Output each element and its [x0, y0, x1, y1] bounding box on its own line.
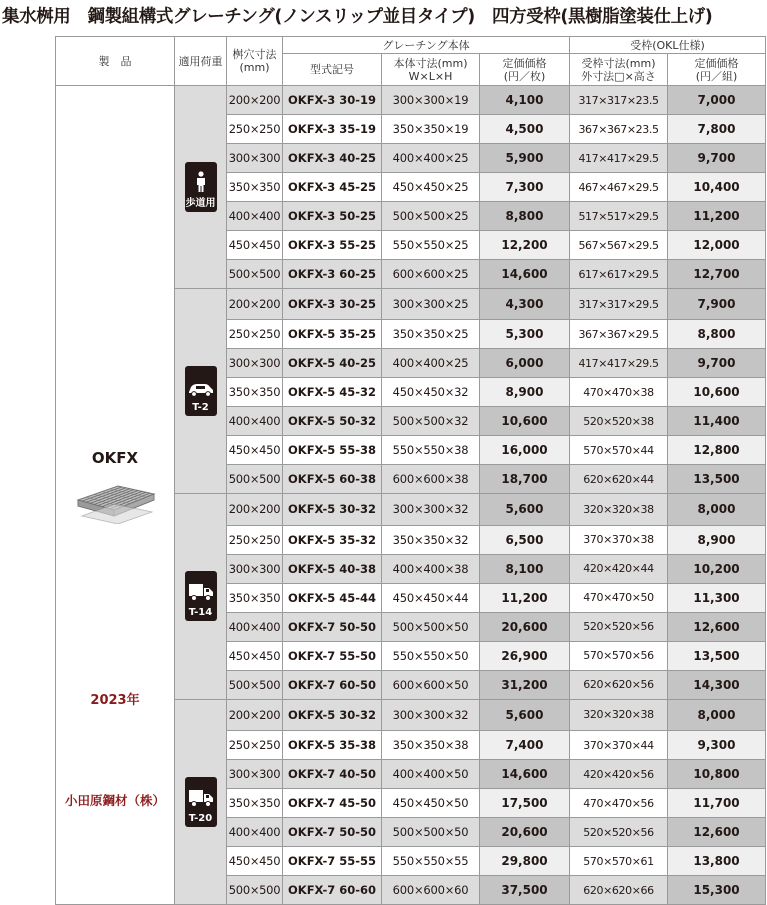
price-cell: 12,200: [480, 231, 570, 260]
load-badge: [185, 162, 217, 212]
opening-size-cell: 400×400: [227, 818, 283, 847]
body-dim-cell: 400×400×25: [382, 144, 480, 173]
table-body: [56, 86, 766, 905]
frame-dim-cell: 320×320×38: [570, 494, 668, 525]
frame-dim-cell: 420×420×44: [570, 554, 668, 583]
model-cell: OKFX-3 40-25: [283, 144, 382, 173]
model-cell: OKFX-5 35-38: [283, 731, 382, 760]
model-cell: OKFX-5 60-38: [283, 465, 382, 494]
body-dim-cell: 400×400×25: [382, 349, 480, 378]
price-cell: 7,400: [480, 731, 570, 760]
price-cell: 5,600: [480, 699, 570, 730]
model-cell: OKFX-5 45-44: [283, 583, 382, 612]
opening-size-cell: 200×200: [227, 494, 283, 525]
opening-size-cell: 250×250: [227, 731, 283, 760]
frame-dim-cell: 320×320×38: [570, 699, 668, 730]
truck-icon: [188, 582, 214, 607]
frame-price-cell: 13,800: [668, 847, 766, 876]
frame-dim-cell: 570×570×61: [570, 847, 668, 876]
body-dim-cell: 600×600×25: [382, 260, 480, 289]
price-cell: 16,000: [480, 436, 570, 465]
header-frame-group: 受枠(OKL仕様): [570, 37, 766, 54]
opening-size-cell: 300×300: [227, 760, 283, 789]
frame-dim-cell: 470×470×38: [570, 378, 668, 407]
price-cell: 5,900: [480, 144, 570, 173]
frame-price-cell: 9,300: [668, 731, 766, 760]
model-cell: OKFX-7 55-50: [283, 641, 382, 670]
opening-size-cell: 350×350: [227, 378, 283, 407]
frame-dim-cell: 367×367×29.5: [570, 320, 668, 349]
opening-size-cell: 400×400: [227, 612, 283, 641]
frame-dim-cell: 420×420×56: [570, 760, 668, 789]
load-label: 歩道用: [185, 198, 216, 209]
body-dim-cell: 450×450×32: [382, 378, 480, 407]
body-dim-cell: 550×550×50: [382, 641, 480, 670]
opening-size-cell: 450×450: [227, 641, 283, 670]
product-name: OKFX: [91, 449, 139, 467]
price-cell: 4,500: [480, 115, 570, 144]
opening-size-cell: 300×300: [227, 554, 283, 583]
frame-price-cell: 9,700: [668, 144, 766, 173]
price-cell: 20,600: [480, 818, 570, 847]
opening-size-cell: 250×250: [227, 115, 283, 144]
opening-size-cell: 450×450: [227, 231, 283, 260]
model-cell: OKFX-7 50-50: [283, 612, 382, 641]
price-cell: 29,800: [480, 847, 570, 876]
frame-dim-cell: 517×517×29.5: [570, 202, 668, 231]
frame-price-cell: 9,700: [668, 349, 766, 378]
opening-size-cell: 500×500: [227, 465, 283, 494]
body-dim-cell: 500×500×25: [382, 202, 480, 231]
price-cell: 4,100: [480, 86, 570, 115]
load-label: T-20: [188, 812, 213, 824]
frame-price-cell: 11,400: [668, 407, 766, 436]
model-cell: OKFX-5 35-25: [283, 320, 382, 349]
load-class-cell: [175, 699, 227, 904]
frame-dim-cell: 370×370×44: [570, 731, 668, 760]
model-cell: OKFX-3 30-25: [283, 289, 382, 320]
model-cell: OKFX-5 30-32: [283, 494, 382, 525]
opening-size-cell: 250×250: [227, 320, 283, 349]
frame-dim-cell: 417×417×29.5: [570, 144, 668, 173]
frame-price-cell: 7,800: [668, 115, 766, 144]
frame-dim-cell: 567×567×29.5: [570, 231, 668, 260]
frame-dim-cell: 570×570×44: [570, 436, 668, 465]
model-cell: OKFX-5 30-32: [283, 699, 382, 730]
price-cell: 4,300: [480, 289, 570, 320]
load-badge: [185, 777, 217, 827]
price-cell: 8,900: [480, 378, 570, 407]
table-row: [56, 86, 766, 115]
model-cell: OKFX-5 35-32: [283, 525, 382, 554]
price-cell: 6,000: [480, 349, 570, 378]
frame-dim-cell: 317×317×29.5: [570, 289, 668, 320]
price-table: [55, 36, 766, 905]
body-dim-cell: 350×350×25: [382, 320, 480, 349]
maker-label: 小田原鋼材（株）: [64, 793, 165, 808]
model-cell: OKFX-3 60-25: [283, 260, 382, 289]
model-cell: OKFX-5 40-25: [283, 349, 382, 378]
body-dim-cell: 500×500×50: [382, 612, 480, 641]
frame-dim-cell: 617×617×29.5: [570, 260, 668, 289]
body-dim-cell: 450×450×44: [382, 583, 480, 612]
model-cell: OKFX-3 50-25: [283, 202, 382, 231]
body-dim-cell: 300×300×25: [382, 289, 480, 320]
price-cell: 11,200: [480, 583, 570, 612]
frame-price-cell: 12,600: [668, 612, 766, 641]
opening-size-cell: 400×400: [227, 202, 283, 231]
frame-dim-cell: 520×520×56: [570, 612, 668, 641]
price-cell: 31,200: [480, 670, 570, 699]
frame-price-cell: 13,500: [668, 465, 766, 494]
model-cell: OKFX-5 45-32: [283, 378, 382, 407]
load-class-cell: [175, 86, 227, 289]
body-dim-cell: 400×400×50: [382, 760, 480, 789]
price-cell: 14,600: [480, 260, 570, 289]
price-cell: 8,800: [480, 202, 570, 231]
price-cell: 10,600: [480, 407, 570, 436]
opening-size-cell: 500×500: [227, 260, 283, 289]
body-dim-cell: 350×350×38: [382, 731, 480, 760]
body-dim-cell: 450×450×50: [382, 789, 480, 818]
opening-size-cell: 300×300: [227, 144, 283, 173]
header-model: 型式記号: [283, 54, 382, 86]
header-product: 製 品: [56, 37, 175, 86]
opening-size-cell: 500×500: [227, 876, 283, 905]
model-cell: OKFX-7 45-50: [283, 789, 382, 818]
header-grating-group: グレーチング本体: [283, 37, 570, 54]
opening-size-cell: 350×350: [227, 583, 283, 612]
body-dim-cell: 600×600×60: [382, 876, 480, 905]
frame-dim-cell: 317×317×23.5: [570, 86, 668, 115]
model-cell: OKFX-3 55-25: [283, 231, 382, 260]
price-cell: 17,500: [480, 789, 570, 818]
load-badge: [185, 366, 217, 416]
price-cell: 14,600: [480, 760, 570, 789]
body-dim-cell: 400×400×38: [382, 554, 480, 583]
opening-size-cell: 300×300: [227, 349, 283, 378]
header-frame-dim: 受枠寸法(mm) 外寸法□×高さ: [570, 54, 668, 86]
model-cell: OKFX-3 30-19: [283, 86, 382, 115]
opening-size-cell: 450×450: [227, 436, 283, 465]
model-cell: OKFX-7 55-55: [283, 847, 382, 876]
load-class-cell: [175, 289, 227, 494]
frame-price-cell: 10,800: [668, 760, 766, 789]
frame-price-cell: 8,900: [668, 525, 766, 554]
model-cell: OKFX-5 50-32: [283, 407, 382, 436]
opening-size-cell: 350×350: [227, 789, 283, 818]
price-cell: 7,300: [480, 173, 570, 202]
header-load: 適用荷重: [175, 37, 227, 86]
price-cell: 5,300: [480, 320, 570, 349]
body-dim-cell: 300×300×32: [382, 699, 480, 730]
header-price: 定価価格 (円／枚): [480, 54, 570, 86]
model-cell: OKFX-7 40-50: [283, 760, 382, 789]
frame-dim-cell: 570×570×56: [570, 641, 668, 670]
load-class-cell: [175, 494, 227, 699]
body-dim-cell: 550×550×25: [382, 231, 480, 260]
frame-dim-cell: 467×467×29.5: [570, 173, 668, 202]
price-cell: 20,600: [480, 612, 570, 641]
frame-price-cell: 12,000: [668, 231, 766, 260]
frame-price-cell: 8,800: [668, 320, 766, 349]
car-icon: [187, 381, 215, 402]
frame-dim-cell: 470×470×56: [570, 789, 668, 818]
frame-dim-cell: 620×620×56: [570, 670, 668, 699]
model-cell: OKFX-7 60-50: [283, 670, 382, 699]
grating-image: [74, 478, 158, 524]
opening-size-cell: 350×350: [227, 173, 283, 202]
frame-price-cell: 12,700: [668, 260, 766, 289]
frame-price-cell: 14,300: [668, 670, 766, 699]
body-dim-cell: 500×500×32: [382, 407, 480, 436]
year-label: 2023年: [90, 693, 140, 708]
model-cell: OKFX-5 55-38: [283, 436, 382, 465]
body-dim-cell: 600×600×38: [382, 465, 480, 494]
frame-price-cell: 7,900: [668, 289, 766, 320]
body-dim-cell: 350×350×19: [382, 115, 480, 144]
frame-price-cell: 13,500: [668, 641, 766, 670]
body-dim-cell: 550×550×38: [382, 436, 480, 465]
price-cell: 6,500: [480, 525, 570, 554]
header-frame-price: 定価価格 (円／組): [668, 54, 766, 86]
header-body-dim: 本体寸法(mm) W×L×H: [382, 54, 480, 86]
frame-price-cell: 8,000: [668, 699, 766, 730]
frame-price-cell: 15,300: [668, 876, 766, 905]
opening-size-cell: 200×200: [227, 289, 283, 320]
product-cell: [56, 86, 175, 905]
frame-price-cell: 7,000: [668, 86, 766, 115]
load-label: T-2: [192, 402, 209, 414]
opening-size-cell: 500×500: [227, 670, 283, 699]
price-cell: 37,500: [480, 876, 570, 905]
frame-dim-cell: 370×370×38: [570, 525, 668, 554]
price-cell: 18,700: [480, 465, 570, 494]
body-dim-cell: 600×600×50: [382, 670, 480, 699]
frame-dim-cell: 367×367×23.5: [570, 115, 668, 144]
frame-price-cell: 11,300: [668, 583, 766, 612]
frame-price-cell: 10,200: [668, 554, 766, 583]
model-cell: OKFX-3 35-19: [283, 115, 382, 144]
body-dim-cell: 500×500×50: [382, 818, 480, 847]
pedestrian-icon: [193, 171, 209, 198]
load-badge: [185, 571, 217, 621]
price-cell: 5,600: [480, 494, 570, 525]
model-cell: OKFX-7 50-50: [283, 818, 382, 847]
body-dim-cell: 450×450×25: [382, 173, 480, 202]
body-dim-cell: 300×300×32: [382, 494, 480, 525]
frame-dim-cell: 620×620×44: [570, 465, 668, 494]
frame-price-cell: 11,700: [668, 789, 766, 818]
frame-price-cell: 12,800: [668, 436, 766, 465]
opening-size-cell: 250×250: [227, 525, 283, 554]
header-opening: 桝穴寸法 (mm): [227, 37, 283, 86]
model-cell: OKFX-7 60-60: [283, 876, 382, 905]
price-cell: 8,100: [480, 554, 570, 583]
frame-price-cell: 11,200: [668, 202, 766, 231]
frame-price-cell: 10,600: [668, 378, 766, 407]
opening-size-cell: 450×450: [227, 847, 283, 876]
price-cell: 26,900: [480, 641, 570, 670]
body-dim-cell: 350×350×32: [382, 525, 480, 554]
frame-price-cell: 8,000: [668, 494, 766, 525]
frame-dim-cell: 620×620×66: [570, 876, 668, 905]
opening-size-cell: 200×200: [227, 699, 283, 730]
opening-size-cell: 200×200: [227, 86, 283, 115]
model-cell: OKFX-3 45-25: [283, 173, 382, 202]
load-label: T-14: [188, 607, 213, 619]
body-dim-cell: 300×300×19: [382, 86, 480, 115]
frame-dim-cell: 520×520×56: [570, 818, 668, 847]
frame-price-cell: 12,600: [668, 818, 766, 847]
frame-dim-cell: 470×470×50: [570, 583, 668, 612]
frame-dim-cell: 520×520×38: [570, 407, 668, 436]
truck-icon: [188, 788, 214, 813]
model-cell: OKFX-5 40-38: [283, 554, 382, 583]
body-dim-cell: 550×550×55: [382, 847, 480, 876]
opening-size-cell: 400×400: [227, 407, 283, 436]
frame-dim-cell: 417×417×29.5: [570, 349, 668, 378]
page-title: 集水桝用 鋼製組構式グレーチング(ノンスリップ並目タイプ) 四方受枠(黒樹脂塗装仕上げ): [2, 7, 713, 27]
frame-price-cell: 10,400: [668, 173, 766, 202]
